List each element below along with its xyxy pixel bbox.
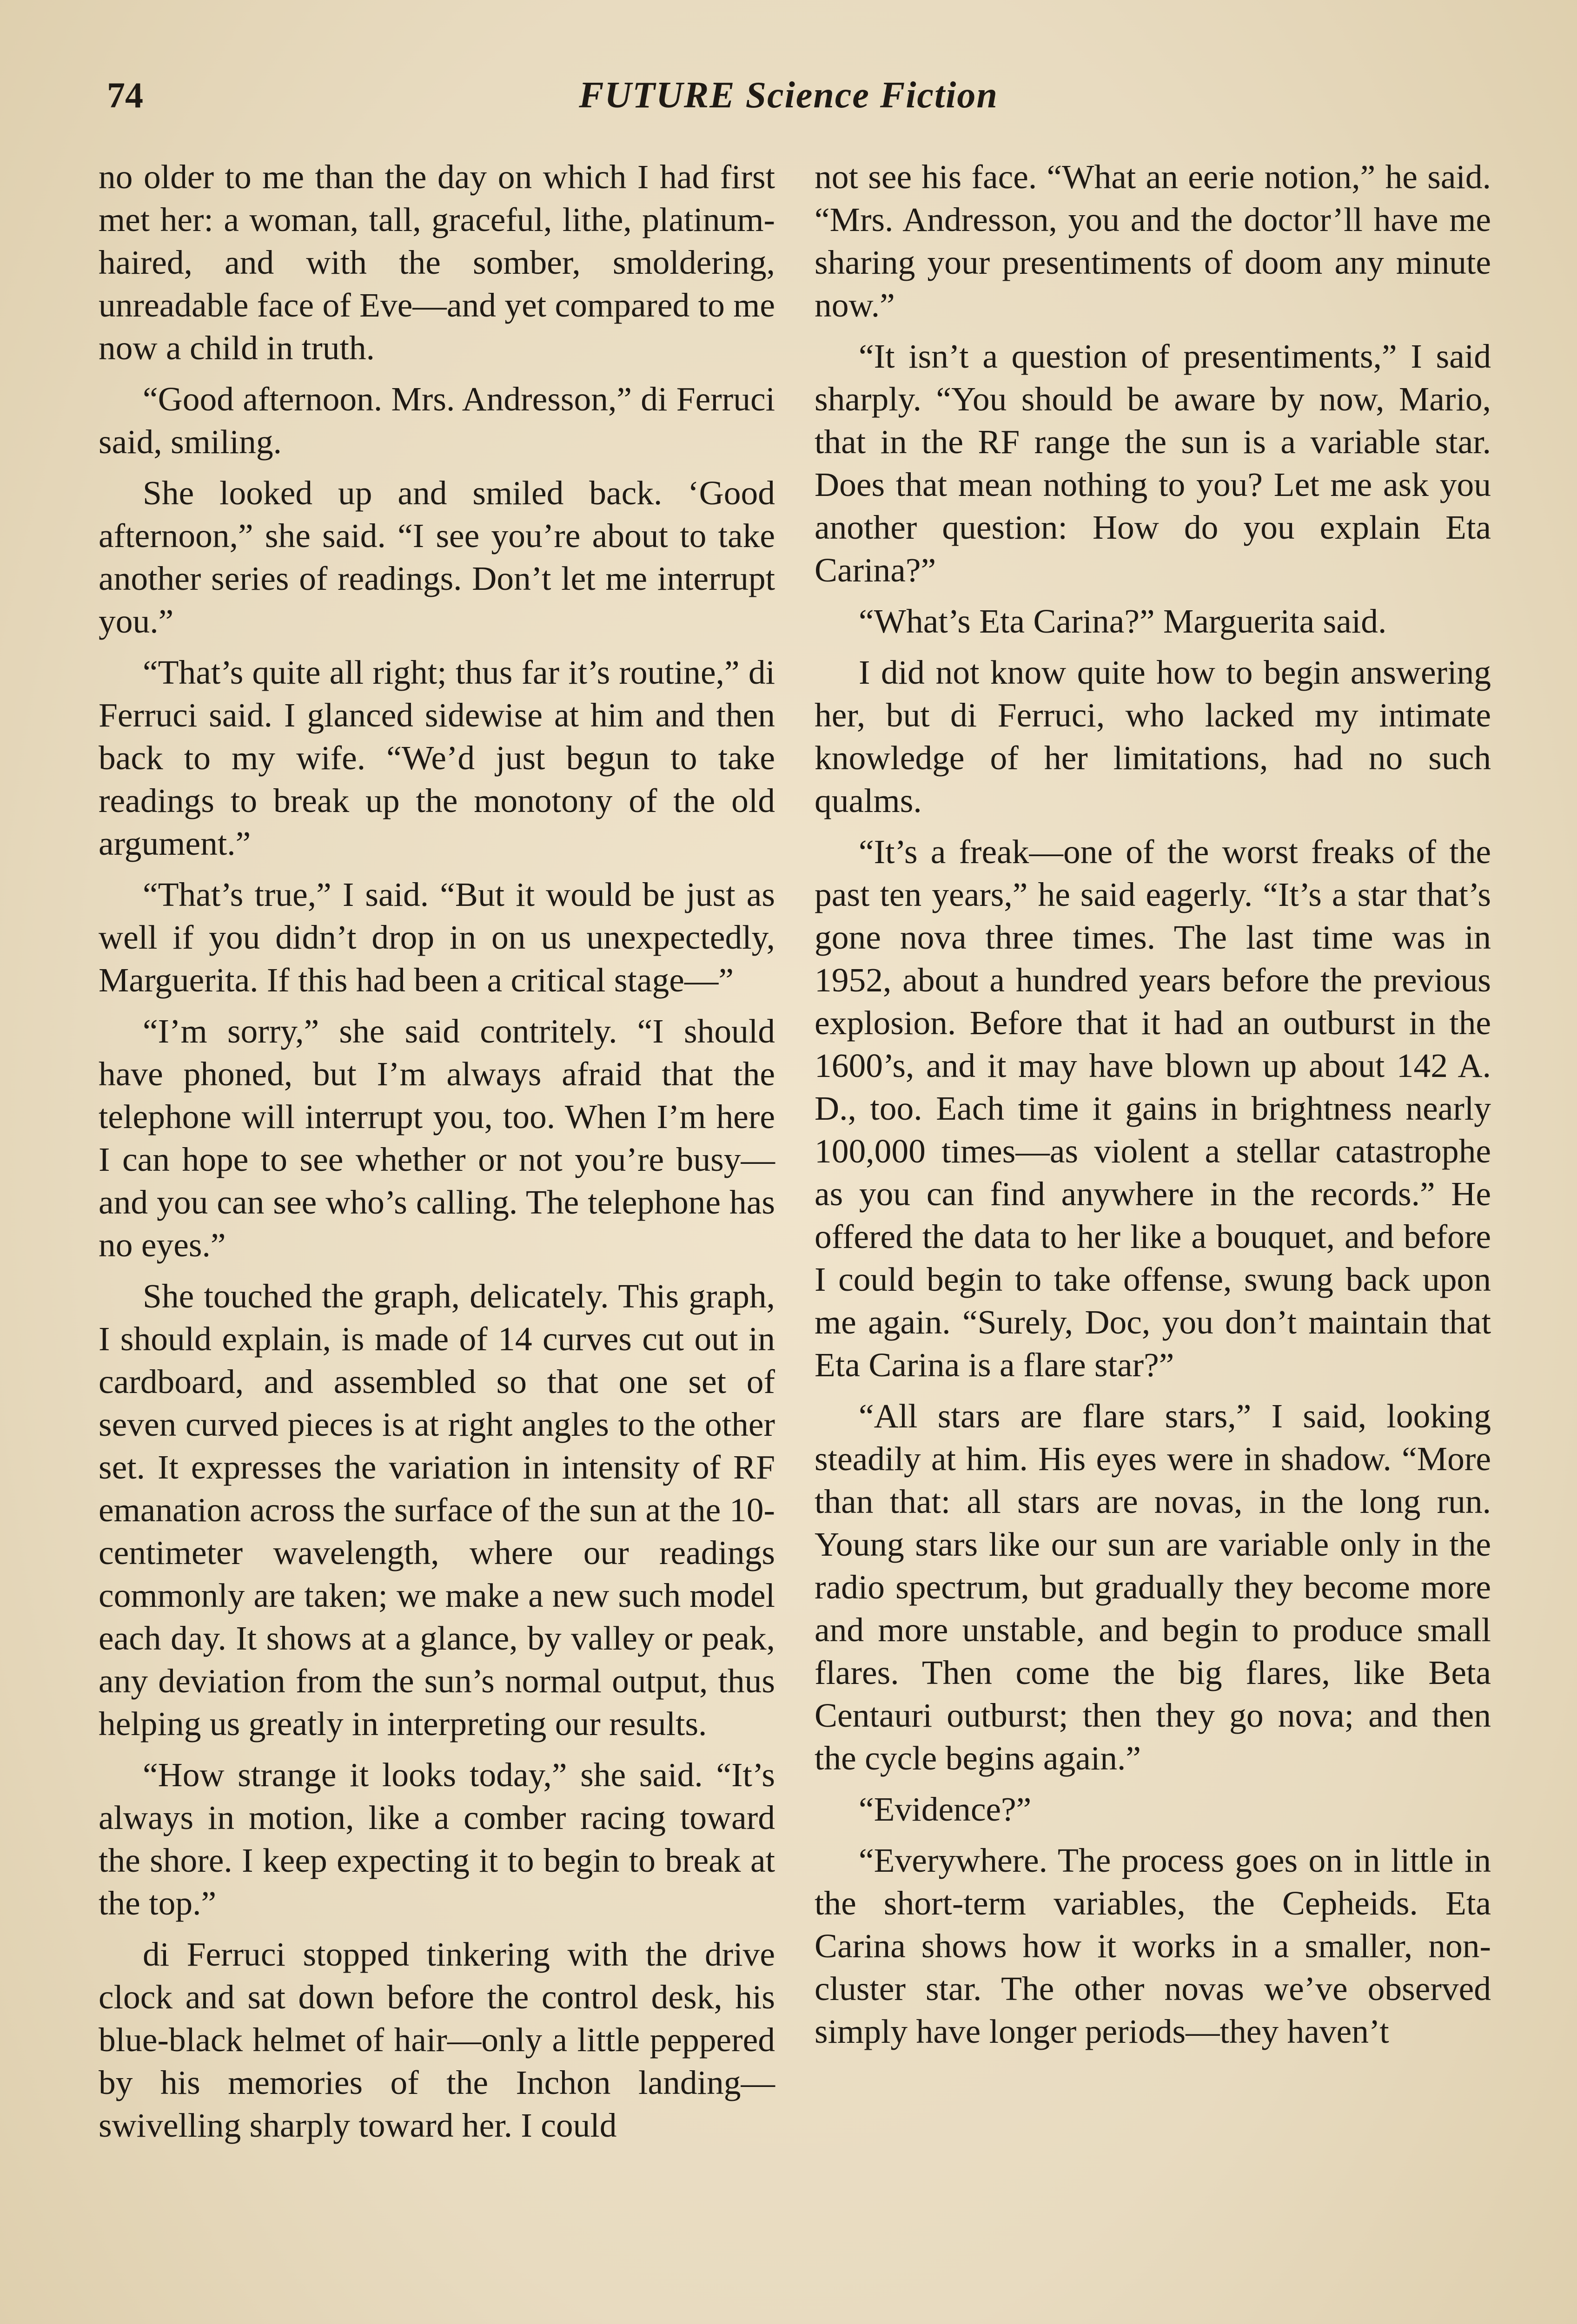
paragraph: not see his face. “What an eerie notion,” he said. “Mrs. Andresson, you and the doctor’ll have me sharing your presentiments of doom any minute now.”: [815, 158, 1491, 324]
paragraph: She looked up and smiled back. ‘Good afternoon,” she said. “I see you’re about to take another series of readings. Don’t let me interrupt you.”: [99, 474, 775, 640]
paragraph: “It’s a freak—one of the worst freaks of the past ten years,” he said eagerly. “It’s a star that’s gone nova three times. The last time was in 1952, about a hundred years before the previous explosion. Before that it had an outburst in the 1600’s, and it may have blown up about 142 A. D., too. Each time it gains in brightness nearly 100,000 times—as violent a stellar catastrophe as you can find anywhere in the records.” He offered the data to her like a bouquet, and before I could begin to take offense, swung back upon me again. “Surely, Doc, you don’t maintain that Eta Carina is a flare star?”: [815, 833, 1491, 1384]
paragraph: “Everywhere. The process goes on in little in the short-term variables, the Cepheids. Eta Carina shows how it works in a smaller, non-cluster star. The other novas we’ve observed simply have longer periods—they haven’t: [815, 1842, 1491, 2050]
paragraph: “Good afternoon. Mrs. Andresson,” di Ferruci said, smiling.: [99, 380, 775, 461]
paragraph: I did not know quite how to begin answering her, but di Ferruci, who lacked my intimate knowledge of her limitations, had no such qualms.: [815, 654, 1491, 819]
page-header: [107, 70, 1470, 121]
paragraph: “How strange it looks today,” she said. “It’s always in motion, like a comber racing toward the shore. I keep expecting it to begin to break at the top.”: [99, 1756, 775, 1922]
paragraph: She touched the graph, delicately. This graph, I should explain, is made of 14 curves cut out in cardboard, and assembled so that one set of seven curved pieces is at right angles to the other set. It expresses the variation in intensity of RF emanation across the surface of the sun at the 10-centimeter wavelength, where our readings commonly are taken; we make a new such model each day. It shows at a glance, by valley or peak, any deviation from the sun’s normal output, thus helping us greatly in interpreting our results.: [99, 1277, 775, 1743]
paragraph: “Evidence?”: [859, 1790, 1032, 1828]
paragraph: “It isn’t a question of presentiments,” I said sharply. “You should be aware by now, Mario, that in the RF range the sun is a variable star. Does that mean nothing to you? Let me ask you another question: How do you explain Eta Carina?”: [815, 337, 1491, 589]
paragraph: “All stars are flare stars,” I said, looking steadily at him. His eyes were in shadow. “More than that: all stars are novas, in the long run. Young stars like our sun are variable only in the radio spectrum, but gradually they become more and more unstable, and begin to produce small flares. Then come the big flares, like Beta Centauri outburst; then they go nova; and then the cycle begins again.”: [815, 1397, 1491, 1777]
paragraph: “That’s true,” I said. “But it would be just as well if you didn’t drop in on us unexpectedly, Marguerita. If this had been a critical stage—”: [99, 876, 775, 999]
paragraph: di Ferruci stopped tinkering with the drive clock and sat down before the control desk, his blue-black helmet of hair—only a little peppered by his memories of the Inchon landing—swivelling sharply toward her. I could: [99, 1935, 775, 2144]
paragraph: “What’s Eta Carina?” Marguerita said.: [859, 602, 1387, 640]
page-number: 74: [107, 75, 143, 115]
right-column: [815, 156, 1491, 2061]
paragraph: “I’m sorry,” she said contritely. “I should have phoned, but I’m always afraid that the telephone will interrupt you, too. When I’m here I can hope to see whether or not you’re busy—and you can see who’s calling. The telephone has no eyes.”: [99, 1012, 775, 1264]
paragraph: no older to me than the day on which I had first met her: a woman, tall, graceful, lithe, platinum-haired, and with the somber, smoldering, unreadable face of Eve—and yet compared to me now a child in truth.: [99, 158, 775, 367]
running-title: FUTURE Science Fiction: [579, 75, 998, 116]
left-column: [99, 156, 775, 2155]
paragraph: “That’s quite all right; thus far it’s routine,” di Ferruci said. I glanced sidewise at him and then back to my wife. “We’d just begun to take readings to break up the monotony of the old argument.”: [99, 654, 775, 862]
